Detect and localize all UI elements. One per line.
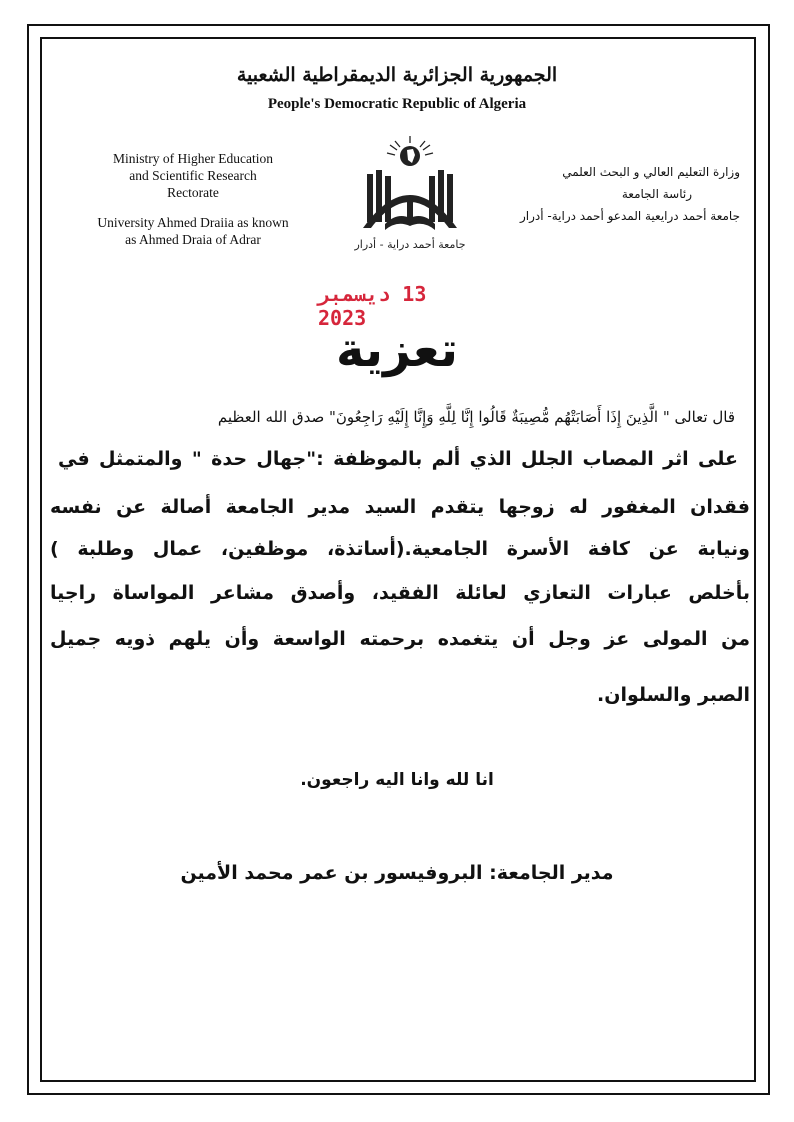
closing-phrase: انا لله وانا اليه راجعون. xyxy=(300,770,494,790)
body-line: من المولى عز وجل أن يتغمده برحمته الواسعة وأن يلهم ذويه جميل xyxy=(50,628,750,650)
ministry-line: and Scientific Research xyxy=(129,168,257,183)
university-english xyxy=(88,214,298,248)
ministry-english xyxy=(88,150,298,201)
logo-caption: جامعة أحمد دراية - أدرار xyxy=(354,238,466,251)
body-line: ونيابة عن كافة الأسرة الجامعية.(أساتذة، موظفين، عمال وطلبة ) xyxy=(50,538,750,560)
quran-verse: قال تعالى " الَّذِينَ إِذَا أَصَابَتْهُم مُّصِيبَةٌ قَالُوا إِنَّا لِلَّهِ وَإِنَّا إِلَيْهِ رَاجِعُونَ" صدق الله العظيم xyxy=(217,408,735,426)
date-stamp: 13 ديسمبر 2023 xyxy=(318,282,427,330)
page-title: تعزية xyxy=(335,322,459,378)
ministry-line: Rectorate xyxy=(167,185,219,200)
body-line: فقدان المغفور له زوجها يتقدم السيد مدير الجامعة أصالة عن نفسه xyxy=(50,496,750,518)
ministry-arabic: وزارة التعليم العالي و البحث العلمي xyxy=(562,165,740,179)
body-line: بأخلص عبارات التعازي لعائلة الفقيد، وأصدق مشاعر المواساة راجيا xyxy=(50,582,750,604)
university-logo xyxy=(345,132,475,254)
republic-english: People's Democratic Republic of Algeria xyxy=(267,96,527,112)
body-line: الصبر والسلوان. xyxy=(597,684,750,706)
university-arabic: جامعة أحمد درايعية المدعو أحمد دراية- أدرار xyxy=(519,209,740,223)
ministry-line: Ministry of Higher Education xyxy=(112,151,274,166)
republic-arabic: الجمهورية الجزائرية الديمقراطية الشعبية xyxy=(236,64,558,86)
body-line: على اثر المصاب الجلل الذي ألم بالموظفة :"جهال حدة " والمتمثل في xyxy=(58,448,738,470)
university-line: as Ahmed Draia of Adrar xyxy=(125,232,261,247)
rectorate-arabic: رئاسة الجامعة xyxy=(621,187,692,201)
university-line: University Ahmed Draiia as known xyxy=(97,215,289,230)
signature: مدير الجامعة: البروفيسور بن عمر محمد الأمين xyxy=(180,862,614,884)
